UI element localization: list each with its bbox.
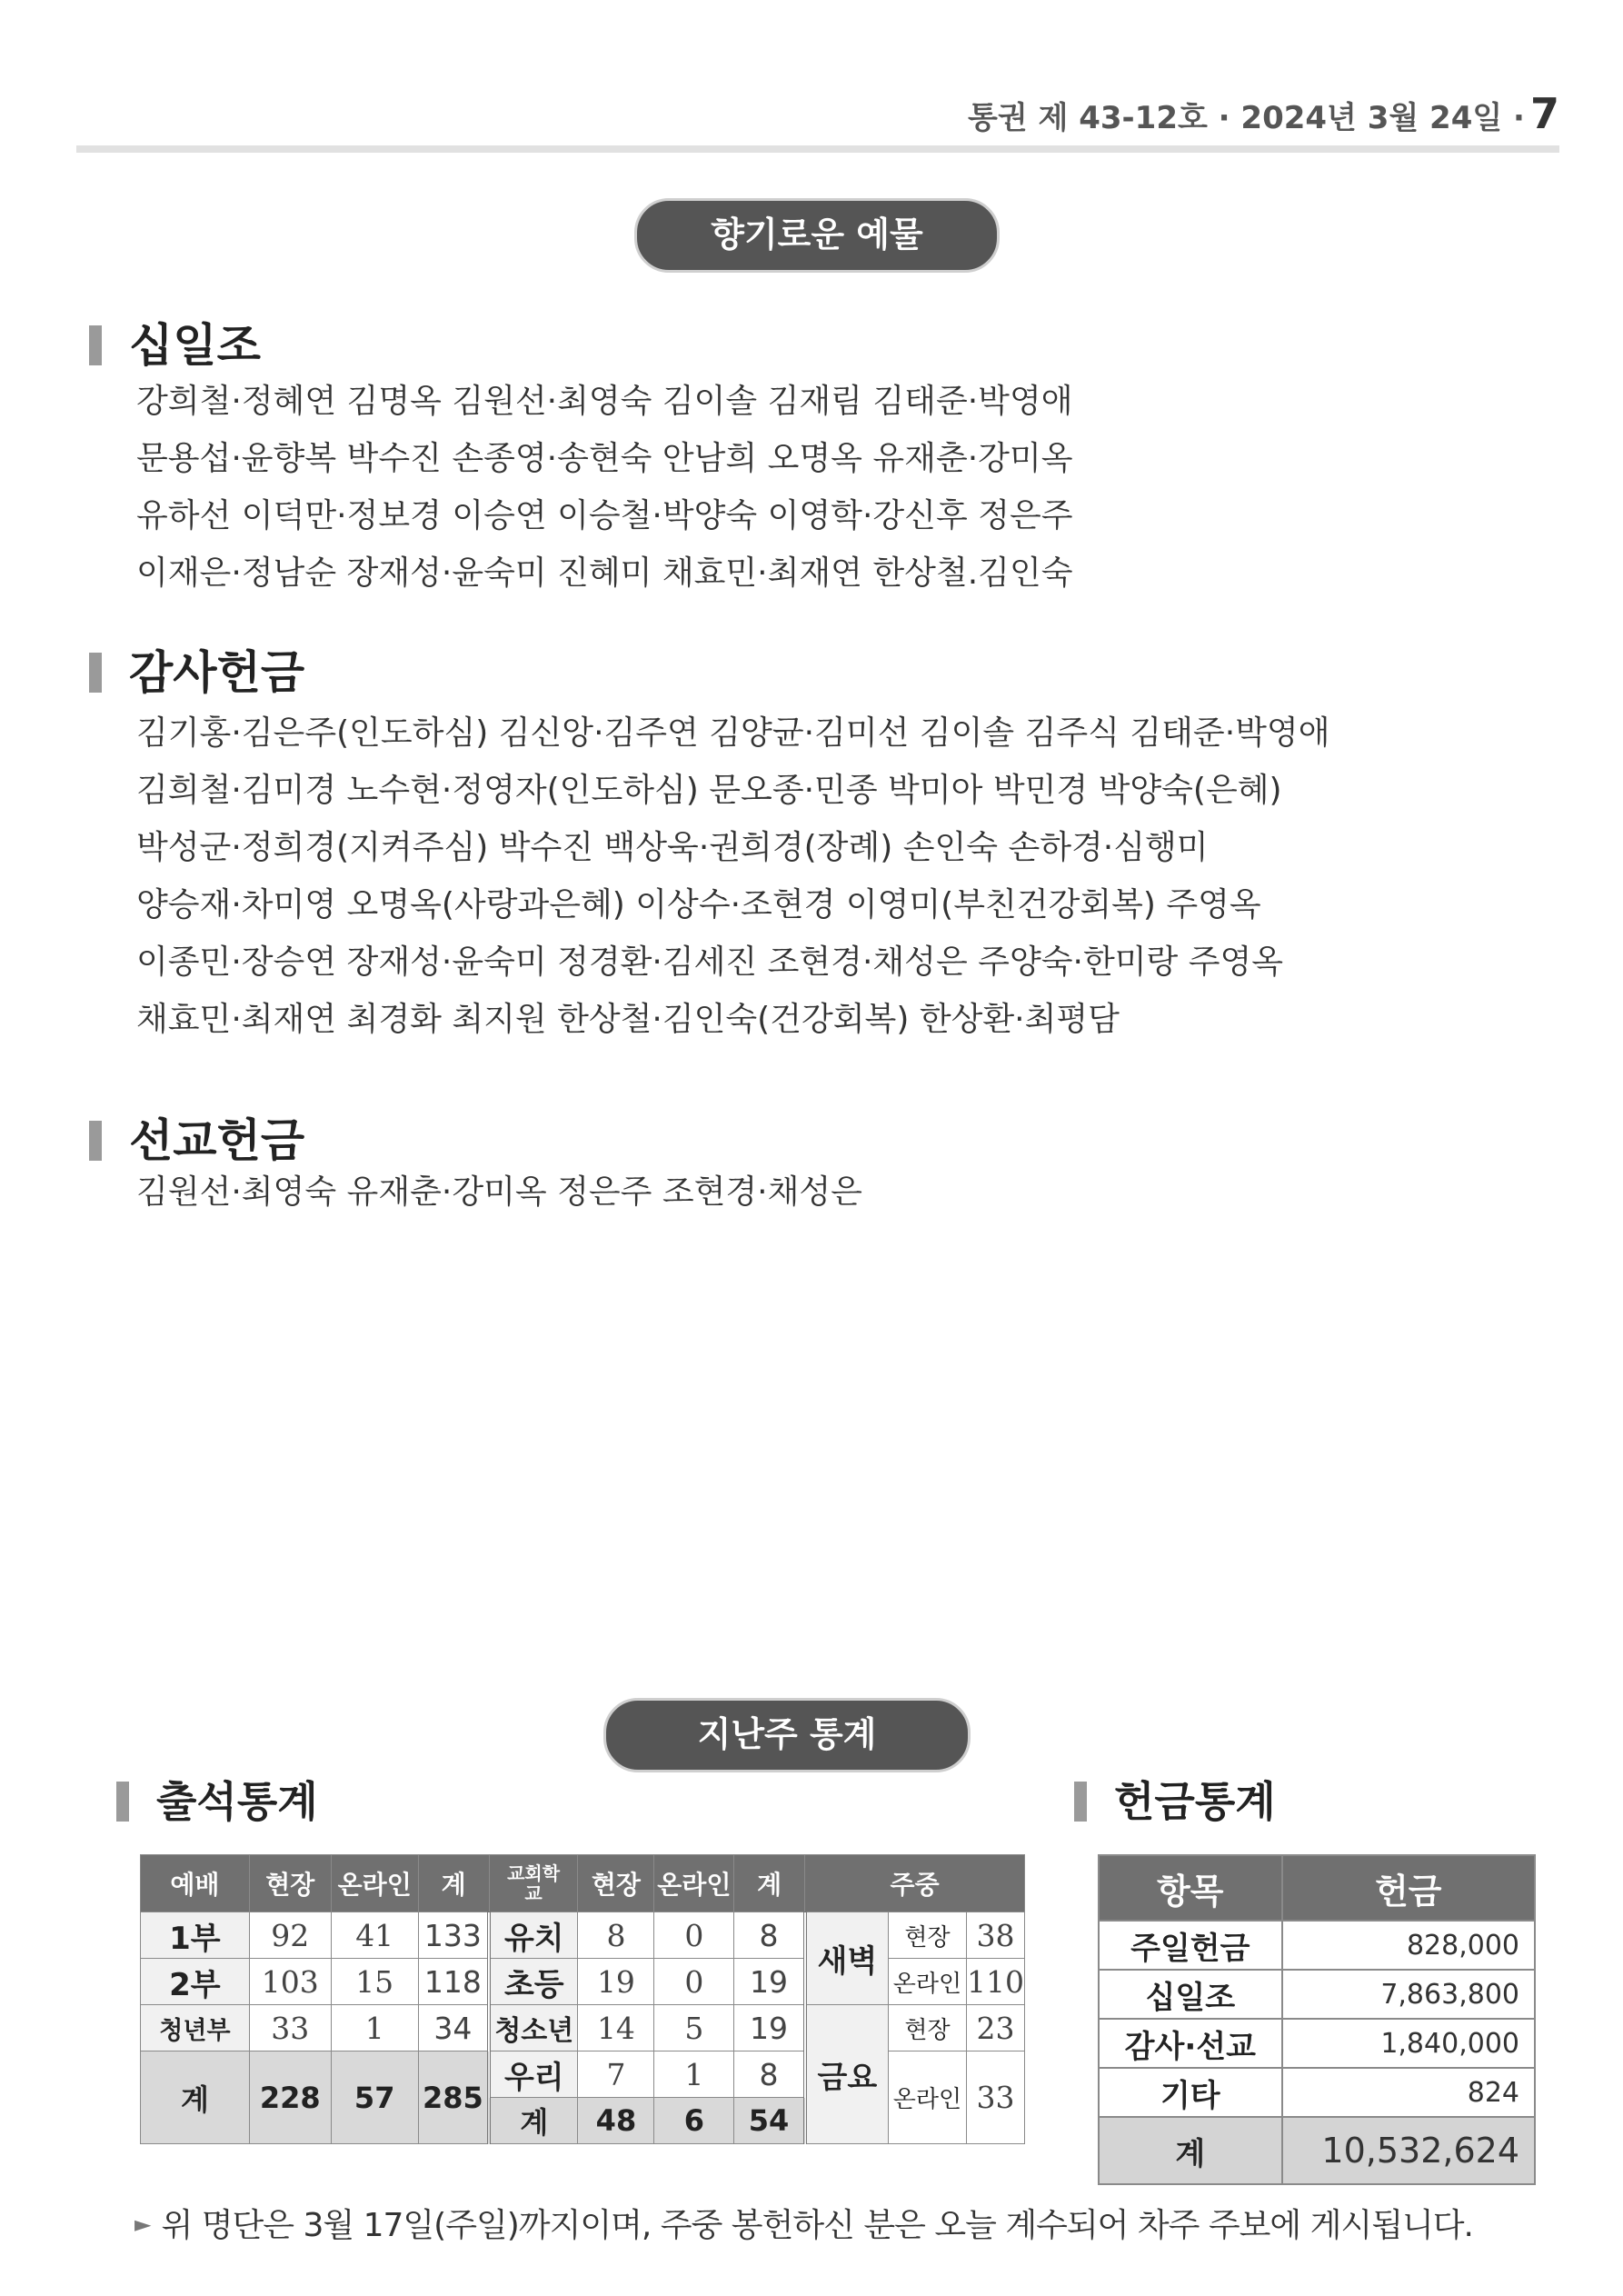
name-line: 유하선 이덕만·정보경 이승연 이승철·박양숙 이영학·강신후 정은주	[136, 497, 1073, 534]
cash-row	[1099, 2068, 1535, 2117]
school-online: 5	[654, 2005, 734, 2051]
worship-name: 2부	[141, 1959, 250, 2005]
heading-bar	[89, 1121, 102, 1161]
worship-name: 청년부	[141, 2005, 250, 2051]
header-amount: 헌금	[1282, 1855, 1535, 1921]
school-name: 청소년	[489, 2005, 578, 2051]
cash-table	[1098, 1854, 1536, 2185]
cash-amount: 1,840,000	[1282, 2019, 1535, 2068]
thanksgiving-heading-text: 감사헌금	[129, 646, 305, 699]
name-line: 양승재·차미영 오명옥(사랑과은혜) 이상수·조현경 이영미(부친건강회복) 주영옥	[136, 886, 1261, 923]
attendance-heading-text: 출석통계	[156, 1777, 318, 1826]
attendance-header-row	[141, 1855, 1025, 1912]
cash-heading-text: 헌금통계	[1114, 1777, 1276, 1826]
attendance-table	[140, 1854, 1025, 2144]
page-number: 7	[1529, 89, 1559, 138]
cash-total-label: 계	[1099, 2117, 1282, 2184]
thanksgiving-names	[136, 704, 1329, 1048]
header-onsite: 현장	[578, 1855, 654, 1912]
cash-item: 주일헌금	[1099, 1921, 1282, 1970]
offerings-banner: 향기로운 예물	[634, 198, 1000, 273]
tithe-heading-text: 십일조	[129, 319, 261, 372]
cash-amount: 7,863,800	[1282, 1970, 1535, 2019]
cash-heading	[1074, 1774, 1276, 1829]
school-online: 0	[654, 1912, 734, 1959]
header-total: 계	[418, 1855, 489, 1912]
school-total: 8	[734, 2051, 805, 2098]
weekday-value: 110	[966, 1959, 1024, 2005]
cash-amount: 824	[1282, 2068, 1535, 2117]
school-total: 19	[734, 1959, 805, 2005]
header-church-school: 교회학교	[489, 1855, 578, 1912]
name-line: 김기홍·김은주(인도하심) 김신앙·김주연 김양균·김미선 김이솔 김주식 김태준·박영애	[136, 714, 1330, 752]
school-name: 우리	[489, 2051, 578, 2098]
cash-row	[1099, 2019, 1535, 2068]
school-onsite: 8	[578, 1912, 654, 1959]
school-onsite: 19	[578, 1959, 654, 2005]
weekday-group: 새벽	[805, 1912, 889, 2005]
school-total: 19	[734, 2005, 805, 2051]
attendance-heading	[116, 1774, 318, 1829]
cash-amount: 828,000	[1282, 1921, 1535, 1970]
attendance-row	[141, 1912, 1025, 1959]
weekday-label: 온라인	[889, 2051, 967, 2144]
mission-heading	[89, 1113, 304, 1168]
school-online: 1	[654, 2051, 734, 2098]
worship-online: 15	[331, 1959, 418, 2005]
cash-row	[1099, 1921, 1535, 1970]
issue-header	[968, 89, 1559, 138]
school-total-label: 계	[489, 2098, 578, 2144]
weekday-label: 온라인	[889, 1959, 967, 2005]
worship-total: 118	[418, 1959, 489, 2005]
worship-onsite: 103	[249, 1959, 331, 2005]
name-line: 김원선·최영숙 유재춘·강미옥 정은주 조현경·채성은	[136, 1173, 862, 1211]
school-total-onsite: 48	[578, 2098, 654, 2144]
name-line: 이종민·장승연 장재성·윤숙미 정경환·김세진 조현경·채성은 주양숙·한미랑 주영옥	[136, 943, 1284, 981]
name-line: 박성군·정희경(지켜주심) 박수진 백상욱·권희경(장례) 손인숙 손하경·심행미	[136, 829, 1209, 866]
cash-item: 십일조	[1099, 1970, 1282, 2019]
issue-info: 통권 제 43-12호 · 2024년 3월 24일 ·	[968, 100, 1525, 136]
name-line: 강희철·정혜연 김명옥 김원선·최영숙 김이솔 김재림 김태준·박영애	[136, 383, 1073, 420]
name-line: 김희철·김미경 노수현·정영자(인도하심) 문오종·민종 박미아 박민경 박양숙(은혜)	[136, 772, 1282, 809]
worship-total-onsite: 228	[249, 2051, 331, 2144]
weekday-group: 금요	[805, 2005, 889, 2144]
worship-online: 1	[331, 2005, 418, 2051]
worship-onsite: 33	[249, 2005, 331, 2051]
school-online: 0	[654, 1959, 734, 2005]
school-total-sum: 54	[734, 2098, 805, 2144]
attendance-row	[141, 1959, 1025, 2005]
header-item: 항목	[1099, 1855, 1282, 1921]
weekday-label: 현장	[889, 1912, 967, 1959]
header-online: 온라인	[654, 1855, 734, 1912]
header-onsite: 현장	[249, 1855, 331, 1912]
cash-row	[1099, 1970, 1535, 2019]
school-onsite: 7	[578, 2051, 654, 2098]
name-line: 이재은·정남순 장재성·윤숙미 진혜미 채효민·최재연 한상철.김인숙	[136, 554, 1073, 592]
attendance-row	[141, 2005, 1025, 2051]
worship-online: 41	[331, 1912, 418, 1959]
worship-total-label: 계	[141, 2051, 250, 2144]
header-total: 계	[734, 1855, 805, 1912]
header-worship: 예배	[141, 1855, 250, 1912]
school-onsite: 14	[578, 2005, 654, 2051]
weekday-label: 현장	[889, 2005, 967, 2051]
school-name: 초등	[489, 1959, 578, 2005]
cash-total-row	[1099, 2117, 1535, 2184]
heading-bar	[89, 325, 102, 365]
triangle-bullet-icon: ►	[134, 2211, 151, 2237]
stats-banner: 지난주 통계	[603, 1698, 971, 1772]
header-online: 온라인	[331, 1855, 418, 1912]
cash-item: 감사·선교	[1099, 2019, 1282, 2068]
school-total: 8	[734, 1912, 805, 1959]
header-divider	[76, 145, 1559, 153]
weekday-value: 38	[966, 1912, 1024, 1959]
heading-bar	[1074, 1782, 1087, 1822]
attendance-row	[141, 2051, 1025, 2098]
worship-onsite: 92	[249, 1912, 331, 1959]
tithe-heading	[89, 318, 261, 373]
worship-total: 34	[418, 2005, 489, 2051]
mission-names	[136, 1163, 862, 1221]
worship-name: 1부	[141, 1912, 250, 1959]
name-line: 문용섭·윤향복 박수진 손종영·송현숙 안남희 오명옥 유재춘·강미옥	[136, 440, 1073, 477]
heading-bar	[116, 1782, 129, 1822]
worship-total-online: 57	[331, 2051, 418, 2144]
weekday-value: 23	[966, 2005, 1024, 2051]
mission-heading-text: 선교헌금	[129, 1114, 305, 1167]
school-name: 유치	[489, 1912, 578, 1959]
worship-total: 133	[418, 1912, 489, 1959]
cash-header-row	[1099, 1855, 1535, 1921]
school-total-online: 6	[654, 2098, 734, 2144]
footnote-text: 위 명단은 3월 17일(주일)까지이며, 주중 봉헌하신 분은 오늘 계수되어 차주 주보에 게시됩니다.	[161, 2207, 1473, 2244]
worship-total-sum: 285	[418, 2051, 489, 2144]
header-weekday: 주중	[805, 1855, 1025, 1912]
name-line: 채효민·최재연 최경화 최지원 한상철·김인숙(건강회복) 한상환·최평담	[136, 1001, 1120, 1038]
tithe-names	[136, 373, 1073, 602]
cash-total-amount: 10,532,624	[1282, 2117, 1535, 2184]
weekday-value: 33	[966, 2051, 1024, 2144]
footnote	[134, 2200, 1473, 2246]
thanksgiving-heading	[89, 645, 304, 700]
cash-item: 기타	[1099, 2068, 1282, 2117]
heading-bar	[89, 653, 102, 693]
